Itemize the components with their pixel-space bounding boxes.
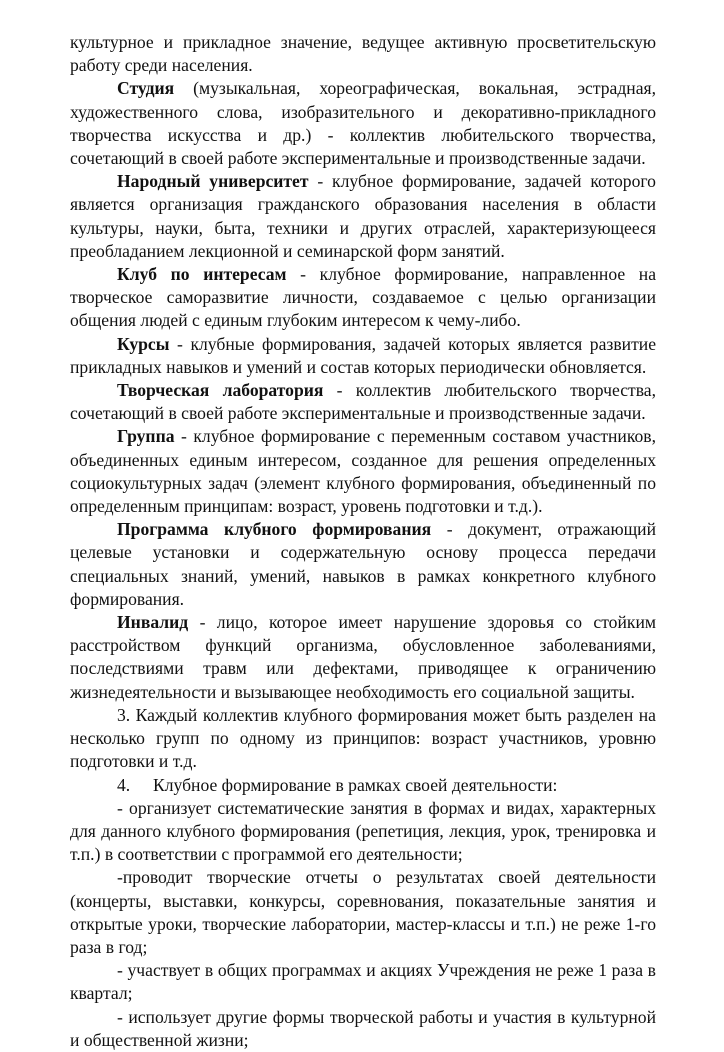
term-club-program: Программа клубного формирования [117,519,432,540]
definition-courses [70,333,656,379]
definition-text: - лицо, которое имеет нарушение здоровья со стойким расстройством функций организма, обусловленное заболеваниями, последствиями травм или дефектами, приводящее к ограничению жизнедеятельности и вызывающее необходимость его социальной защиты. [70,612,656,702]
term-group: Группа [117,426,175,447]
list-item [70,959,656,1005]
definition-text: - клубное формирование с переменным составом участников, объединенных единым интересом, созданное для решения определенных социокультурных задач (элемент клубного формирования, объединенный по определенным принципам: возраст, уровень подготовки и т.д.). [70,426,656,517]
term-disabled-person: Инвалид [117,612,189,633]
term-peoples-university: Народный университет [117,171,309,192]
clause-text: 3. Каждый коллектив клубного формирования может быть разделен на несколько групп по одному из принципов: возраст участников, уровню подготовки и т.д. [70,704,656,772]
definition-group [70,425,656,518]
clause-4-heading [70,774,656,797]
definition-text: (музыкальная, хореографическая, вокальная, эстрадная, художественного слова, изобразительного и декоративно-прикладного творчества искусства и др.) - коллектив любительского творчества, сочетающий в своей работе экспериментальные и производственные задачи. [70,78,656,169]
term-studio: Студия [117,78,175,99]
term-interest-club: Клуб по интересам [117,264,287,285]
definition-text: - клубное формирование, задачей которого является организация гражданского образования населения в области культуры, науки, быта, техники и других отраслей, характеризующееся преобладанием лекционной и семинарской форм занятий. [70,171,656,261]
list-item-text: - участвует в общих программах и акциях Учреждения не реже 1 раза в квартал; [70,960,656,1004]
definition-text: - клубное формирование, направленное на творческое саморазвитие личности, создаваемое с целью организации общения людей с единым глубоким интересом к чему-либо. [70,264,657,331]
list-item [70,1006,656,1052]
definition-text: - коллектив любительского творчества, сочетающий в своей работе экспериментальные и производственные задачи. [70,380,656,424]
document-page [70,31,656,1052]
paragraph-intro-continuation [70,31,656,77]
term-courses: Курсы [117,333,170,354]
term-creative-lab: Творческая лаборатория [117,380,324,401]
clause-heading: Клубное формирование в рамках своей деятельности: [153,774,558,795]
definition-text: - клубные формирования, задачей которых является развитие прикладных навыков и умений и состав которых периодически обновляется. [70,333,656,377]
definition-disabled-person [70,611,656,704]
definition-creative-lab [70,379,656,425]
clause-number: 4. [117,774,131,795]
list-item-text: - использует другие формы творческой работы и участия в культурной и общественной жизни; [70,1006,656,1050]
definition-club-program [70,518,656,611]
list-item-text: -проводит творческие отчеты о результатах своей деятельности (концерты, выставки, конкурсы, соревнования, показательные занятия и открытые уроки, творческие лаборатории, мастер-классы и т.п.) не реже 1-го раза в год; [70,867,656,957]
list-item [70,866,656,959]
list-item-text: - организует систематические занятия в формах и видах, характерных для данного клубного формирования (репетиция, лекция, урок, тренировка и т.п.) в соответствии с программой его деятельности; [70,797,656,865]
definition-interest-club [70,263,656,333]
clause-3 [70,704,656,774]
definition-peoples-university [70,170,656,263]
definition-text: - документ, отражающий целевые установки и содержательную основу процесса передачи специальных знаний, умений, навыков в рамках конкретного клубного формирования. [70,519,656,609]
definition-studio [70,77,656,170]
list-item [70,797,656,867]
paragraph-text: культурное и прикладное значение, ведущее активную просветительскую работу среди населения. [70,32,656,76]
